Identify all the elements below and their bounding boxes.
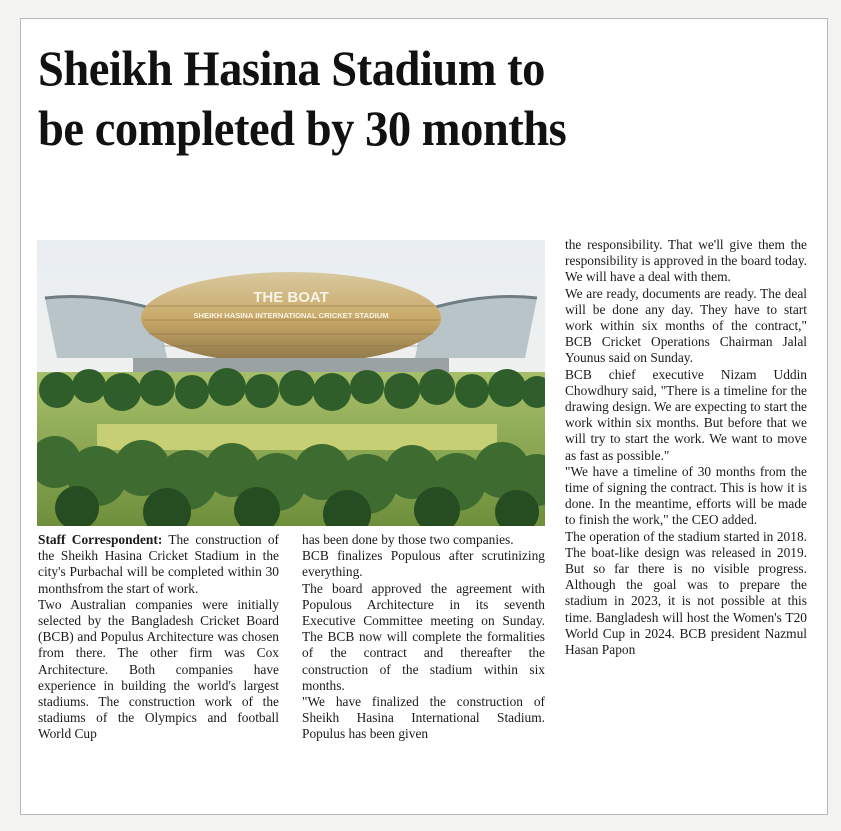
article-column-3 xyxy=(565,237,807,658)
paragraph: "We have a timeline of 30 months from the time of signing the contract. This is how it is done. In the meantime, efforts will be made to finish the work," the CEO added. xyxy=(565,463,807,528)
stadium-sign-name: SHEIKH HASINA INTERNATIONAL CRICKET STADIUM xyxy=(193,311,389,320)
tree-row-back xyxy=(39,368,545,411)
headline xyxy=(38,38,763,158)
paragraph-lead xyxy=(38,532,279,597)
article-column-1 xyxy=(38,532,279,743)
paragraph: We are ready, documents are ready. The deal will be done any day. They have to start work within six months of the contract," BCB Cricket Operations Chairman Jalal Younus said on Sunday. xyxy=(565,285,807,366)
paragraph: The board approved the agreement with Populous Architecture in its seventh Executive Committee meeting on Sunday. The BCB now will complete the formalities of the contract and thereafter the construction of the stadium within six months. xyxy=(302,580,545,693)
byline: Staff Correspondent: xyxy=(38,532,163,547)
paragraph: has been done by those two companies. xyxy=(302,532,514,547)
paragraph: "We have finalized the construction of Sheikh Hasina International Stadium. Populus has been given xyxy=(302,694,545,742)
lead-text: The construction of the Sheikh Hasina Cricket Stadium in the city's Purbachal will be completed within 30 monthsfrom the start of work. xyxy=(38,532,279,596)
paragraph: Two Australian companies were initially selected by the Bangladesh Cricket Board (BCB) and Populus Architecture was chosen from there. The other firm was Cox Architecture. Both companies have experience in building the world's largest stadiums. The construction work of the stadiums of the Olympics and football World Cup xyxy=(38,596,279,742)
article-column-2 xyxy=(302,532,545,743)
paragraph: the responsibility. That we'll give them the responsibility is approved in the board today. We will have a deal with them. xyxy=(565,237,807,285)
headline-line-2: be completed by 30 months xyxy=(38,100,567,156)
stadium-sign-the-boat: THE BOAT xyxy=(253,289,329,306)
stadium-rendering-photo xyxy=(37,240,545,526)
paragraph: BCB finalizes Populous after scrutinizing everything. xyxy=(302,548,545,580)
paragraph: The operation of the stadium started in 2018. The boat-like design was released in 2019. But so far there is no visible progress. Although the goal was to prepare the stadium in 2023, it is not possible at this time. Bangladesh will host the Women's T20 World Cup in 2024. BCB president Nazmul Hasan Papon xyxy=(565,528,807,658)
headline-line-1: Sheikh Hasina Stadium to xyxy=(38,40,545,96)
paragraph: BCB chief executive Nizam Uddin Chowdhury said, "There is a timeline for the drawing design. We are expecting to start the work within six months. But before that we will try to start the work. We want to move as fast as possible." xyxy=(565,366,807,463)
